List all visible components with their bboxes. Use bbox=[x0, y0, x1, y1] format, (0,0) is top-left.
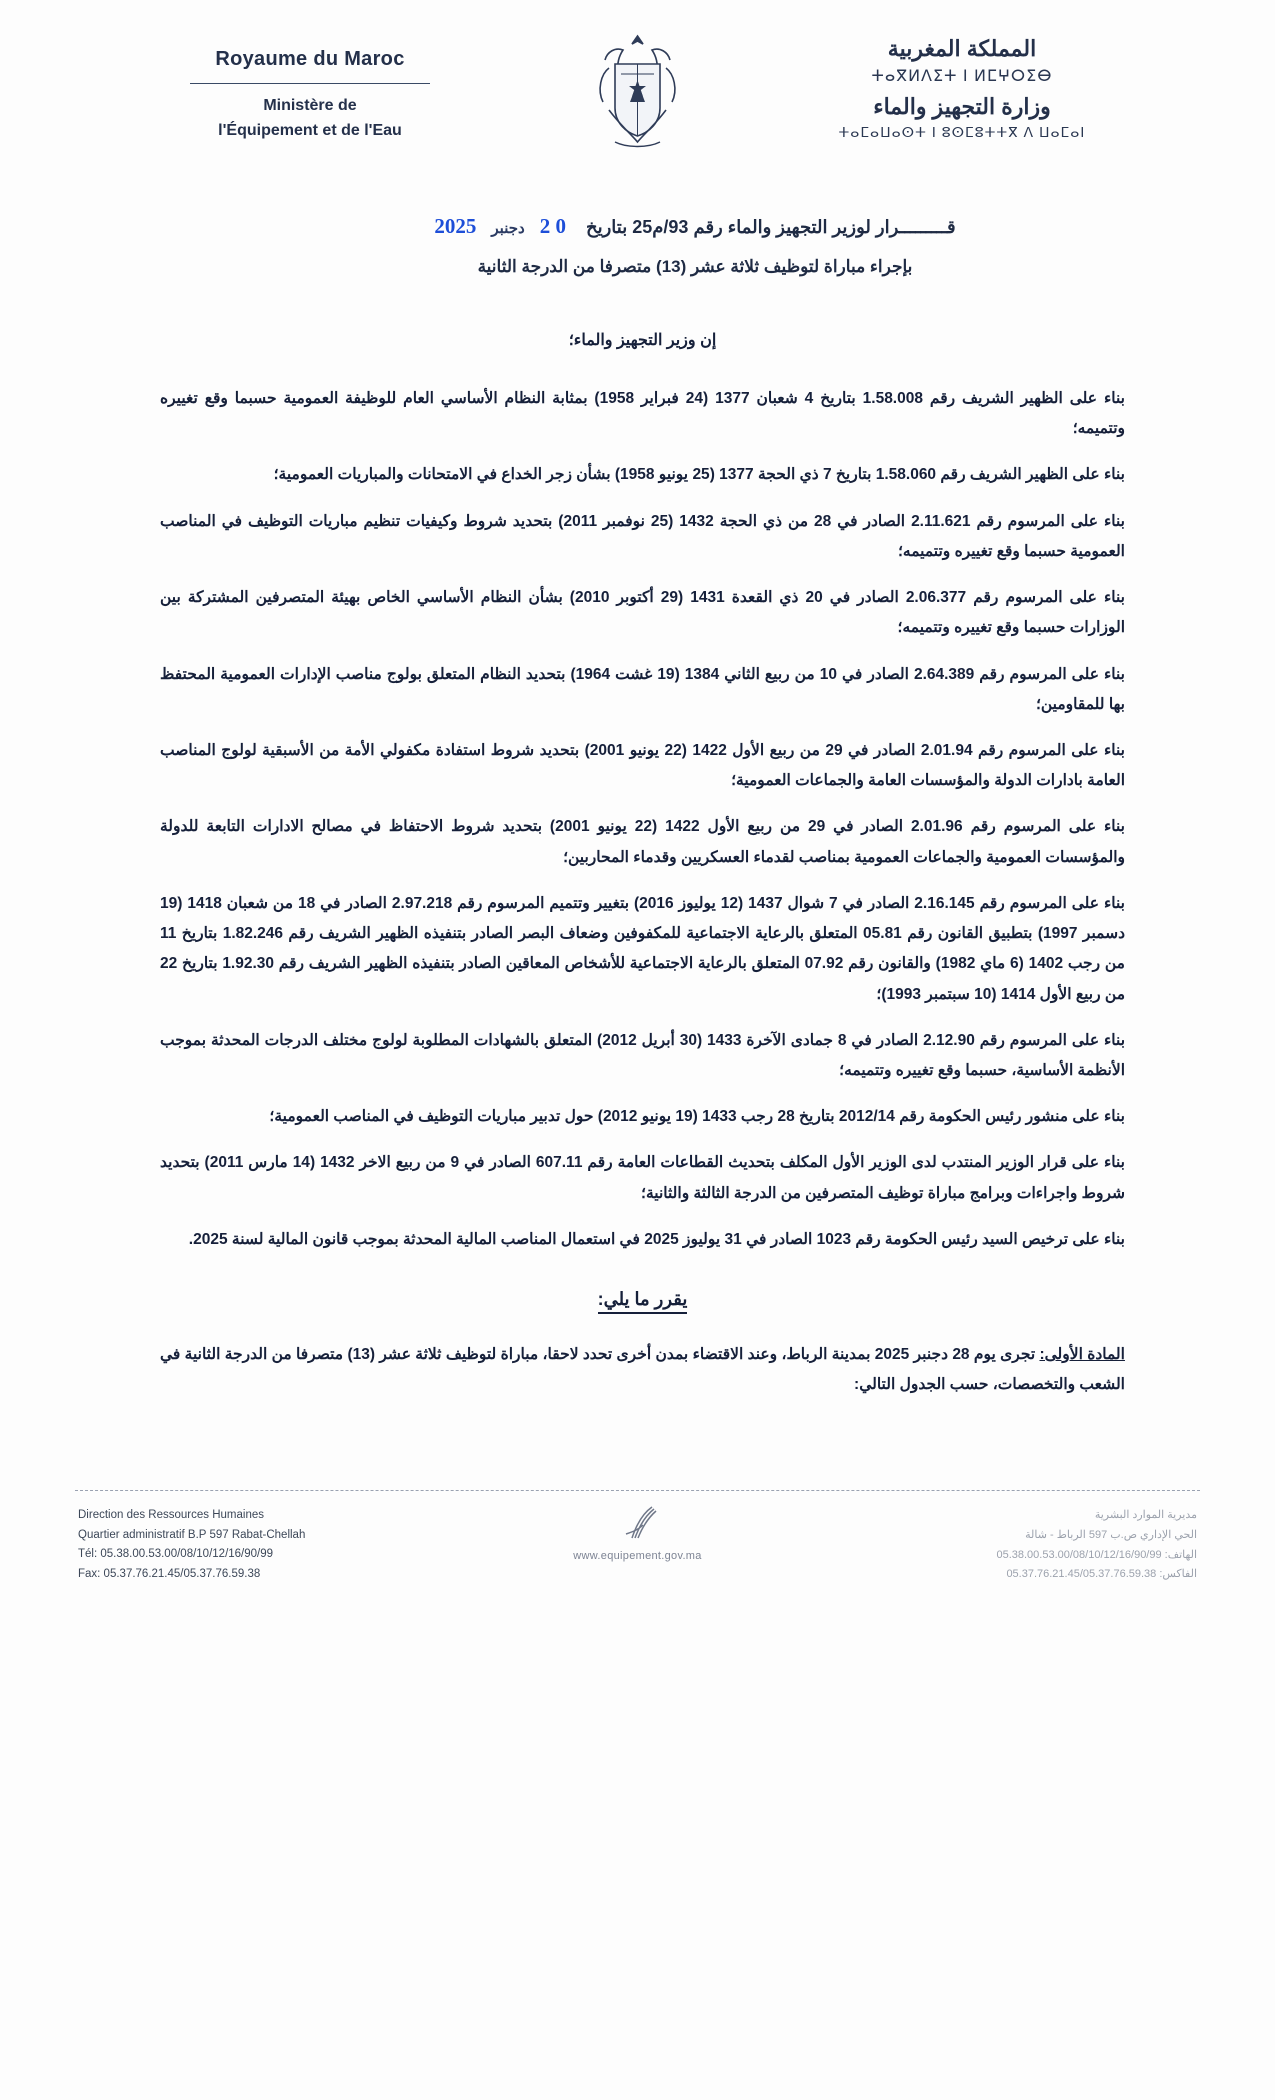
ministry-label-fr-line2: l'Équipement et de l'Eau bbox=[218, 121, 402, 139]
coat-of-arms-icon bbox=[585, 30, 690, 150]
ministry-label-fr-line1: Ministère de bbox=[263, 97, 357, 114]
footer-fr-line2: Quartier administratif B.P 597 Rabat-Chellah bbox=[78, 1528, 306, 1541]
footer-contact-ar bbox=[996, 1506, 1197, 1585]
footer-fr-line3: Tél: 05.38.00.53.00/08/10/12/16/90/99 bbox=[78, 1548, 274, 1561]
minister-intro: إن وزير التجهيز والماء؛ bbox=[568, 332, 717, 349]
clause-item: بناء على ترخيص السيد رئيس الحكومة رقم 1023 الصادر في 31 يوليوز 2025 في استعمال المناصب المالية المحدثة بموجب قانون المالية لسنة 2025. bbox=[188, 1230, 1125, 1248]
stamp-month: دجنبر bbox=[491, 220, 525, 237]
clause-item: بناء على المرسوم رقم 2.01.94 الصادر في 29 من ربيع الأول 1422 (22 يونيو 2001) بتحديد شروط استفادة مكفولي الأمة من الأسبقية لولوج المناصب العامة بادارات الدولة والمؤسسات العامة والجماعات العمومية؛ bbox=[160, 741, 1125, 790]
footer-ar-line1: مديرية الموارد البشرية bbox=[1094, 1509, 1197, 1521]
document-body bbox=[160, 330, 1125, 1400]
footer-fr-line4: Fax: 05.37.76.21.45/05.37.76.59.38 bbox=[78, 1567, 261, 1580]
document-footer bbox=[0, 1490, 1275, 1610]
article-one-text: تجرى يوم 28 دجنبر 2025 بمدينة الرباط، وعند الاقتضاء بمدن أخرى تحدد لاحقا، مباراة لتوظيف ثلاثة عشر (13) متصرفا من الدرجة الثانية في الشعب والتخصصات، حسب الجدول التالي: bbox=[160, 1346, 1125, 1394]
header-left-french bbox=[150, 48, 470, 144]
kingdom-label-tifinagh: ⵜⴰⴳⵍⴷⵉⵜ ⵏ ⵍⵎⵖⵔⵉⴱ bbox=[871, 68, 1053, 85]
kingdom-label-ar: المملكة المغربية bbox=[887, 36, 1037, 61]
footer-divider bbox=[75, 1490, 1200, 1491]
article-one-label: المادة الأولى: bbox=[1039, 1346, 1125, 1364]
clause-item: بناء على المرسوم رقم 2.06.377 الصادر في 20 ذي القعدة 1431 (29 أكتوبر 2010) بشأن النظام الأساسي الخاص بهيئة المتصرفين المشتركة بين الوزارات حسبما وقع تغييره وتتميمه؛ bbox=[160, 589, 1125, 637]
clause-item: بناء على المرسوم رقم 2.12.90 الصادر في 8 جمادى الآخرة 1433 (30 أبريل 2012) المتعلق بالشهادات المطلوبة لولوج مختلف الدرجات المحدثة بموجب الأنظمة الأساسية، حسبما وقع تغييره وتتميمه؛ bbox=[160, 1031, 1126, 1079]
clause-item: بناء على المرسوم رقم 2.64.389 الصادر في 10 من ربيع الثاني 1384 (19 غشت 1964) بتحديد النظام المتعلق بولوج مناصب الإدارات العمومية المحتفظ بها للمقاومين؛ bbox=[160, 665, 1125, 713]
ministry-label-ar: وزارة التجهيز والماء bbox=[873, 94, 1051, 119]
kingdom-label-fr: Royaume du Maroc bbox=[215, 48, 405, 70]
clause-item: بناء على منشور رئيس الحكومة رقم 2012/14 بتاريخ 28 رجب 1433 (19 يونيو 2012) حول تدبير مباريات التوظيف في المناصب العمومية؛ bbox=[269, 1108, 1125, 1126]
stamp-year: 2025 bbox=[434, 214, 477, 238]
decision-subtitle: بإجراء مباراة لتوظيف ثلاثة عشر (13) متصرفا من الدرجة الثانية bbox=[477, 257, 913, 276]
article-one bbox=[160, 1340, 1125, 1400]
clause-item: بناء على المرسوم رقم 2.11.621 الصادر في 28 من ذي الحجة 1432 (25 نوفمبر 2011) بتحديد شروط وكيفيات تنظيم مباريات التوظيف في المناصب العمومية حسبما وقع تغييره وتتميمه؛ bbox=[160, 512, 1125, 560]
footer-website[interactable]: www.equipement.gov.ma bbox=[573, 1550, 702, 1562]
decision-date-word: بتاريخ bbox=[585, 217, 628, 237]
decision-number: 93/م25 bbox=[632, 217, 689, 237]
footer-ar-line2: الحي الإداري ص.ب 597 الرباط - شالة bbox=[1025, 1528, 1197, 1541]
header-right-arabic bbox=[797, 36, 1127, 141]
decision-reference-line bbox=[265, 205, 1125, 247]
ministry-label-tifinagh: ⵜⴰⵎⴰⵡⴰⵙⵜ ⵏ ⵓⵙⵎⵓⵜⵜⴳ ⴷ ⵡⴰⵎⴰⵏ bbox=[838, 124, 1086, 140]
decides-label: يقرر ما يلي: bbox=[598, 1289, 688, 1314]
document-header bbox=[0, 0, 1275, 200]
footer-ar-line4: الفاكس: 05.37.76.21.45/05.37.76.59.38 bbox=[1006, 1568, 1197, 1581]
clause-item: بناء على المرسوم رقم 2.16.145 الصادر في 7 شوال 1437 (12 يوليوز 2016) بتغيير وتتميم المرسوم رقم 2.97.218 الصادر في 18 من شعبان 1418 (19 دسمبر 1997) بتطبيق القانون رقم 05.81 المتعلق بالرعاية الاجتماعية للمكفوفين وضعاف البصر الصادر بتنفيذه الظهير الشريف رقم 1.82.246 بتاريخ 11 من رجب 1402 (6 ماي 1982) والقانون رقم 07.92 المتعلق بالرعاية الاجتماعية للأشخاص المعاقين الصادر بتنفيذه الظهير الشريف رقم 1.92.30 بتاريخ 22 من ربيع الأول 1414 (10 سبتمبر 1993)؛ bbox=[160, 894, 1125, 1003]
header-divider bbox=[190, 83, 430, 84]
clause-item: بناء على المرسوم رقم 2.01.96 الصادر في 29 من ربيع الأول 1422 (22 يونيو 2001) بتحديد شروط الاحتفاظ في مصالح الادارات التابعة للدولة والمؤسسات العمومية والجماعات العمومية بمناصب لقدماء العسكريين وقدماء المحاربين؛ bbox=[160, 818, 1125, 866]
clause-item: بناء على قرار الوزير المنتدب لدى الوزير الأول المكلف بتحديث القطاعات العامة رقم 607.11 الصادر في 9 من ربيع الاخر 1432 (14 مارس 2011) بتحديد شروط واجراءات وبرامج مباراة توظيف المتصرفين من الدرجة الثالثة والثانية؛ bbox=[160, 1154, 1125, 1202]
clause-item: بناء على الظهير الشريف رقم 1.58.008 بتاريخ 4 شعبان 1377 (24 فبراير 1958) بمثابة النظام الأساسي العام للوظيفة العمومية حسبما وقع تغييره وتتميمه؛ bbox=[160, 390, 1125, 438]
stamp-day: 0 2 bbox=[539, 214, 566, 238]
footer-fr-line1: Direction des Ressources Humaines bbox=[78, 1509, 264, 1521]
footer-ar-line3: الهاتف: 05.38.00.53.00/08/10/12/16/90/99 bbox=[996, 1548, 1197, 1561]
decision-title-block bbox=[265, 205, 1125, 277]
decision-prefix: قـــــــــرار لوزير التجهيز والماء رقم bbox=[693, 217, 956, 237]
decides-heading bbox=[160, 1289, 1125, 1310]
clause-item: بناء على الظهير الشريف رقم 1.58.060 بتاريخ 7 ذي الحجة 1377 (25 يونيو 1958) بشأن زجر الخداع في الامتحانات والمباريات العمومية؛ bbox=[273, 466, 1125, 484]
